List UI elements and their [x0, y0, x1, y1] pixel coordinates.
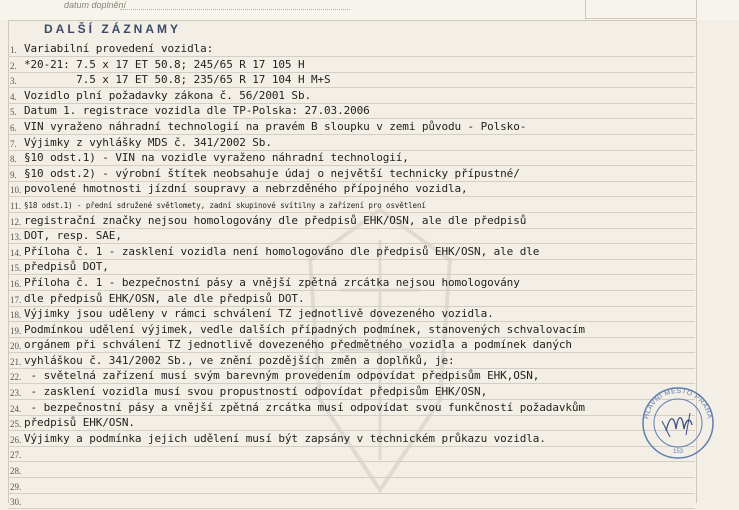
record-line — [0, 198, 739, 214]
record-text: - světelná zařízení musí svým barevným provedením odpovídat předpisům EHK,OSN, — [24, 369, 540, 383]
record-number: 26. — [10, 434, 22, 445]
record-text: registrační značky nejsou homologovány dle předpisů EHK/OSN, ale dle předpisů — [24, 213, 527, 227]
record-number: 27. — [10, 450, 22, 461]
record-text: Vozidlo plní požadavky zákona č. 56/2001 Sb. — [24, 88, 311, 102]
record-line — [0, 292, 739, 308]
record-line — [0, 73, 739, 89]
record-line — [0, 151, 739, 167]
record-text: VIN vyraženo náhradní technologií na pravém B sloupku v zemi původu - Polsko- — [24, 119, 527, 133]
record-text: §10 odst.2) - výrobní štítek neobsahuje údaj o největší technicky přípustné/ — [24, 166, 520, 180]
record-line — [0, 432, 739, 448]
record-line — [0, 89, 739, 105]
date-dotted-line — [120, 9, 350, 10]
svg-text:HLAVNÍ MĚSTO PRAHA — [643, 386, 713, 420]
record-number: 3. — [10, 76, 17, 87]
official-stamp — [640, 385, 716, 461]
record-text: Datum 1. registrace vozidla dle TP-Polska: 27.03.2006 — [24, 104, 370, 118]
record-text: - zasklení vozidla musí svou propustností odpovídat předpisům EHK/OSN, — [24, 385, 488, 399]
record-line — [0, 167, 739, 183]
record-number: 10. — [10, 185, 22, 196]
record-number: 21. — [10, 356, 22, 367]
top-box — [585, 0, 697, 19]
record-line — [0, 447, 739, 463]
record-line — [0, 58, 739, 74]
record-text: vyhláškou č. 341/2002 Sb., ve znění pozdějších změn a doplňků, je: — [24, 353, 455, 367]
record-text: 7.5 x 17 ET 50.8; 235/65 R 17 104 H M+S — [24, 73, 331, 87]
record-line — [0, 494, 739, 510]
section-title: DALŠÍ ZÁZNAMY — [44, 22, 181, 36]
record-number: 9. — [10, 169, 17, 180]
record-text: povolené hmotnosti jízdní soupravy a nebrzděného přípojného vozidla, — [24, 182, 468, 196]
record-number: 17. — [10, 294, 22, 305]
record-line — [0, 276, 739, 292]
record-number: 7. — [10, 138, 17, 149]
record-text: dle předpisů EHK/OSN, ale dle předpisů DOT. — [24, 291, 305, 305]
record-line — [0, 307, 739, 323]
stamp-text: HLAVNÍ MĚSTO PRAHA — [643, 387, 713, 420]
record-number: 23. — [10, 388, 22, 399]
record-line — [0, 260, 739, 276]
records-list — [0, 42, 739, 510]
record-line — [0, 120, 739, 136]
record-text: předpisů EHK/OSN. — [24, 416, 135, 430]
record-number: 11. — [10, 200, 21, 211]
record-number: 14. — [10, 247, 22, 258]
record-number: 13. — [10, 232, 22, 243]
record-number: 15. — [10, 263, 22, 274]
record-number: 8. — [10, 154, 17, 165]
record-number: 1. — [10, 45, 17, 55]
date-label: datum doplnění — [64, 0, 127, 10]
record-line — [0, 416, 739, 432]
record-line — [0, 369, 739, 385]
record-text: Variabilní provedení vozidla: — [24, 42, 214, 55]
record-line — [0, 104, 739, 120]
record-number: 12. — [10, 216, 22, 227]
record-text: orgánem při schválení TZ jednotlivě dovezeného předmětného vozidla a podmínek daných — [24, 338, 572, 352]
record-rule — [8, 508, 695, 509]
record-text: §10 odst.1) - VIN na vozidle vyraženo náhradní technologií, — [24, 151, 409, 165]
record-text: Podmínkou udělení výjimek, vedle dalších případných podmínek, stanovených schvalovacím — [24, 322, 585, 336]
record-number: 29. — [10, 481, 22, 492]
record-number: 19. — [10, 325, 22, 336]
record-number: 18. — [10, 310, 22, 321]
record-line — [0, 338, 739, 354]
stamp-number: 153 — [672, 449, 684, 455]
record-line — [0, 323, 739, 339]
record-line — [0, 42, 739, 58]
record-number: 30. — [10, 497, 22, 508]
record-line — [0, 229, 739, 245]
record-text: Příloha č. 1 - bezpečnostní pásy a vnější zpětná zrcátka nejsou homologovány — [24, 275, 520, 289]
record-line — [0, 385, 739, 401]
record-line — [0, 401, 739, 417]
record-number: 4. — [10, 91, 17, 102]
record-text: Výjimky z vyhlášky MDS č. 341/2002 Sb. — [24, 135, 272, 149]
record-number: 28. — [10, 466, 22, 477]
record-line — [0, 245, 739, 261]
record-text: Příloha č. 1 - zasklení vozidla není homologováno dle předpisů EHK/OSN, ale dle — [24, 244, 540, 258]
record-number: 24. — [10, 403, 22, 414]
record-line — [0, 136, 739, 152]
record-line — [0, 354, 739, 370]
record-text: DOT, resp. SAE, — [24, 229, 122, 243]
record-number: 20. — [10, 341, 22, 352]
record-line — [0, 214, 739, 230]
record-line — [0, 182, 739, 198]
record-number: 2. — [10, 60, 17, 71]
record-number: 25. — [10, 419, 22, 430]
record-line — [0, 463, 739, 479]
record-number: 16. — [10, 278, 22, 289]
record-text: Výjimky jsou uděleny v rámci schválení TZ jednotlivě dovezeného vozidla. — [24, 307, 494, 321]
record-text: - bezpečnostní pásy a vnější zpětná zrcátka musí odpovídat svou funkčností požadavkům — [24, 400, 585, 414]
record-number: 6. — [10, 122, 17, 133]
record-number: 5. — [10, 107, 17, 118]
record-line — [0, 479, 739, 495]
record-text: §18 odst.1) - přední sdružené světlomety, zadní skupinové svítilny a zařízení pro osvětlení — [24, 200, 426, 210]
record-text: *20-21: 7.5 x 17 ET 50.8; 245/65 R 17 105 H — [24, 57, 305, 71]
record-text: Výjimky a podmínka jejich udělení musí být zapsány v technickém průkazu vozidla. — [24, 431, 546, 445]
record-text: předpisů DOT, — [24, 260, 109, 274]
record-number: 22. — [10, 372, 22, 383]
